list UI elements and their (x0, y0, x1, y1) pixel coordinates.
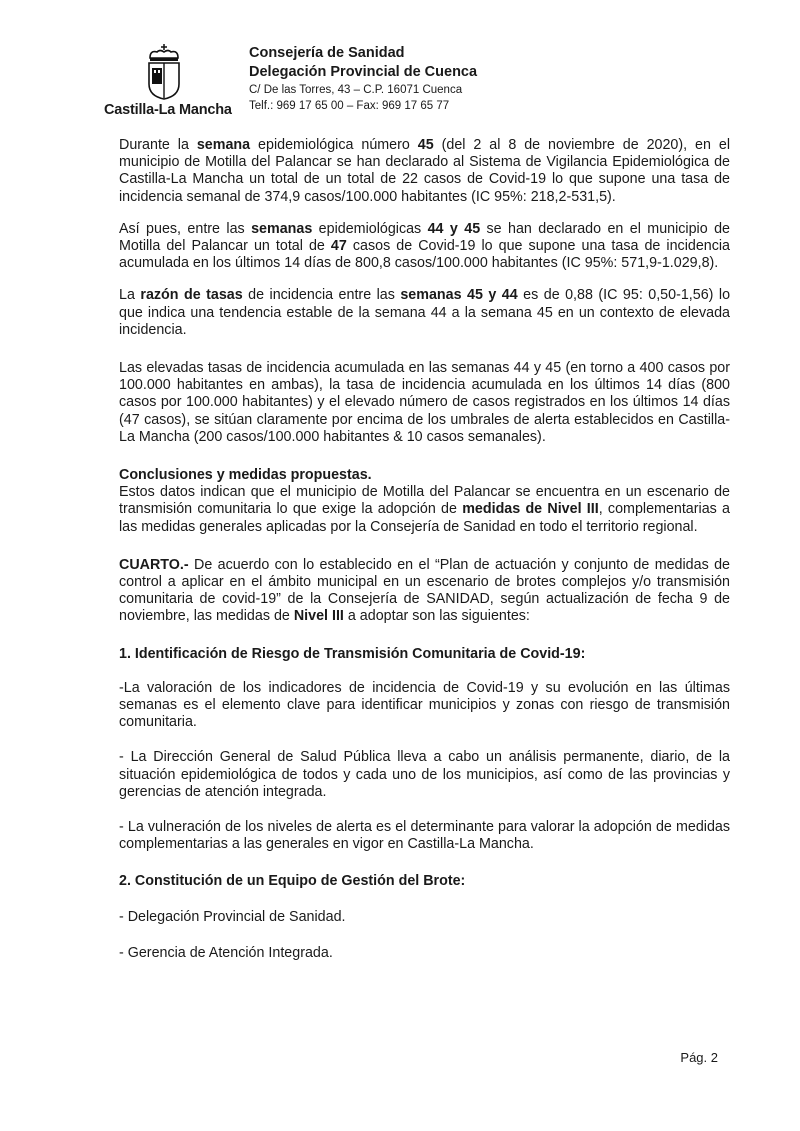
letterhead (104, 44, 704, 124)
paragraph-cuarto: CUARTO.- De acuerdo con lo establecido en el “Plan de actuación y conjunto de medidas de control a aplicar en el ámbito municipal en un escenario de brotes complejos y/o transmisión comunitaria de covid-19” de la Consejería de SANIDAD, según actualización de fecha 9 de noviembre, las medidas de Nivel III a adoptar son las siguientes: (119, 556, 730, 625)
delegation-name: Delegación Provincial de Cuenca (249, 64, 478, 80)
coat-of-arms-icon (142, 44, 186, 100)
page-number: Pág. 2 (680, 1050, 718, 1065)
paragraph-elevated-rates: Las elevadas tasas de incidencia acumulada en las semanas 44 y 45 (en torno a 400 casos por 100.000 habitantes en ambas), la tasa de incidencia acumulada en los últimos 14 días (800 casos por 100.000 habitantes) y el elevado número de casos registrados en los últimos 14 días (47 casos), se sitúan claramente por encima de los umbrales de alerta establecidos en Castilla-La Mancha (200 casos/100.000 habitantes & 10 casos semanales). (119, 360, 730, 445)
department-address (249, 44, 477, 114)
paragraph-week-45: Durante la semana epidemiológica número 45 (del 2 al 8 de noviembre de 2020), en el municipio de Motilla del Palancar se han declarado al Sistema de Vigilancia Epidemiológica de Castilla-La Mancha un total de un total de 22 casos de Covid-19 lo que supone una tasa de incidencia semanal de 374,9 casos/100.000 habitantes (IC 95%: 218,2-531,5). (119, 137, 731, 205)
section-1-item: - La Dirección General de Salud Pública lleva a cabo un análisis permanente, diario, de la situación epidemiológica de todos y cada uno de los municipios, así como de las provincias y gerencias de atención integrada. (119, 749, 730, 800)
section-2-item: - Delegación Provincial de Sanidad. (119, 908, 346, 925)
phone-fax: Telf.: 969 17 65 00 – Fax: 969 17 65 77 (249, 100, 450, 112)
section-2-heading: 2. Constitución de un Equipo de Gestión del Brote: (119, 872, 466, 889)
section-2-item: - Gerencia de Atención Integrada. (119, 944, 333, 961)
paragraph-weeks-44-45: Así pues, entre las semanas epidemiológicas 44 y 45 se han declarado en el municipio de Motilla del Palancar un total de 47 casos de Covid-19 lo que supone una tasa de incidencia acumulada en los últimos 14 días de 800,8 casos/100.000 habitantes (IC 95%: 571,9-1.029,8). (119, 220, 730, 272)
conclusions-heading: Conclusiones y medidas propuestas. (119, 467, 372, 484)
section-1-item: -La valoración de los indicadores de incidencia de Covid-19 y su evolución en las últimas semanas es el elemento clave para identificar municipios y zonas con riesgo de transmisión comunitaria. (119, 679, 730, 731)
section-1-item: - La vulneración de los niveles de alerta es el determinante para valorar la adopción de medidas complementarias a las generales en vigor en Castilla-La Mancha. (119, 819, 730, 853)
logo-text: Castilla-La Mancha (104, 102, 232, 118)
castilla-la-mancha-logo (104, 44, 232, 124)
paragraph-rate-ratio: La razón de tasas de incidencia entre las semanas 45 y 44 es de 0,88 (IC 95: 0,50-1,56) lo que indica una tendencia estable de la semana 44 a la semana 45 en un contexto de elevada incidencia. (119, 287, 731, 338)
department-name: Consejería de Sanidad (249, 45, 405, 61)
paragraph-conclusions: Estos datos indican que el municipio de Motilla del Palancar se encuentra en un escenario de transmisión comunitaria lo que exige la adopción de medidas de Nivel III, complementarias a las medidas generales aplicadas por la Consejería de Sanidad en todo el territorio regional. (119, 484, 730, 535)
section-1-heading: 1. Identificación de Riesgo de Transmisión Comunitaria de Covid-19: (119, 645, 586, 662)
postal-address: C/ De las Torres, 43 – C.P. 16071 Cuenca (249, 84, 463, 96)
document-body (119, 137, 730, 977)
